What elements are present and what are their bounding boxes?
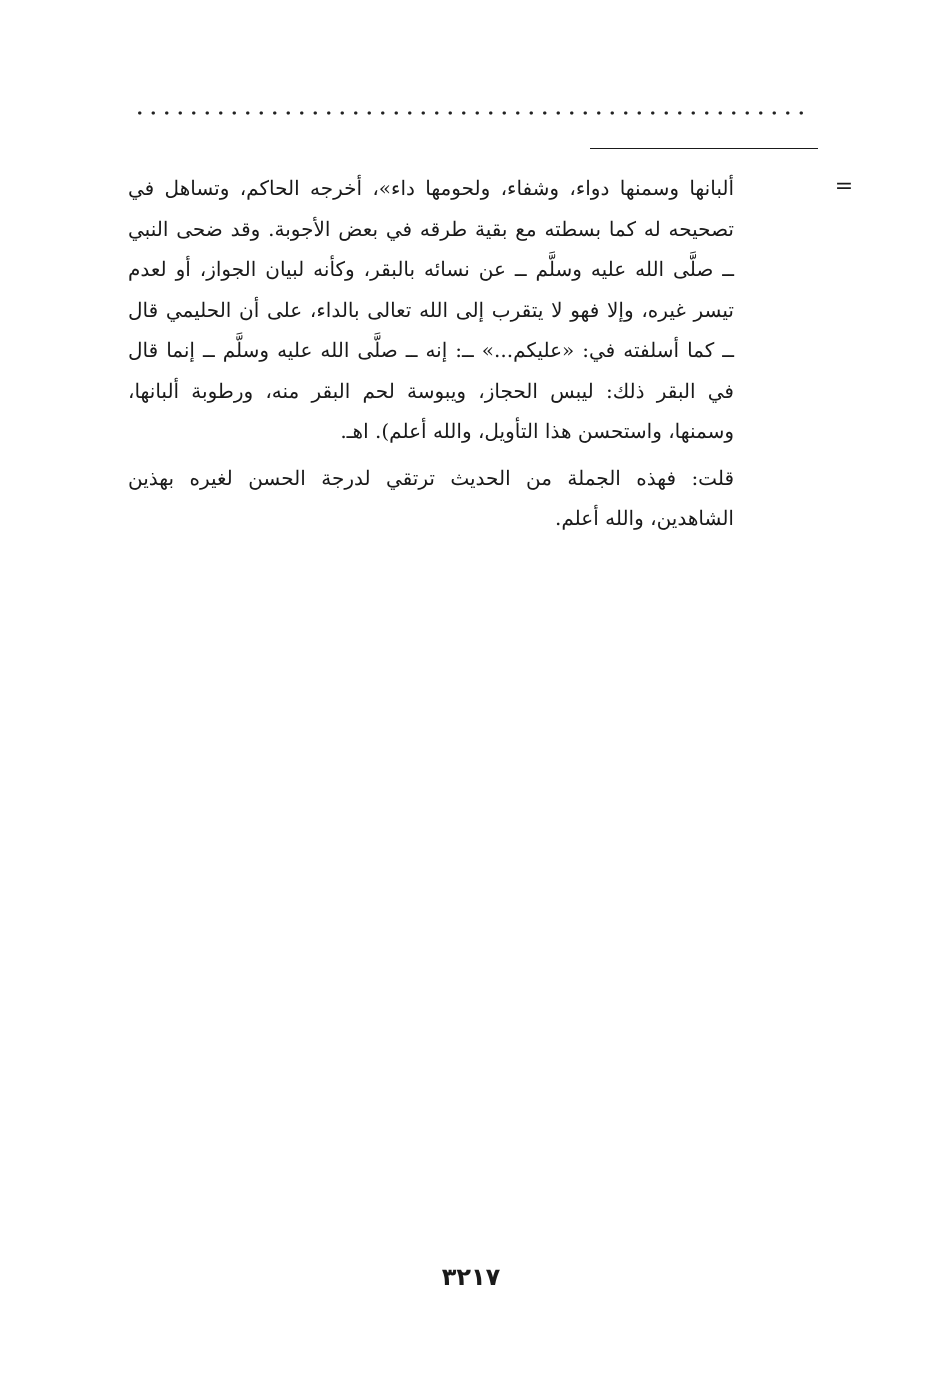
footnote-paragraph-1: ألبانها وسمنها دواء، وشفاء، ولحومها داء»، أخرجه الحاكم، وتساهل في تصحيحه له كما بسطته مع بقية طرقه في بعض الأجوبة. وقد ضحى النبي ــ صلَّى الله عليه وسلَّم ــ عن نسائه بالبقر، وكأنه لبيان الجواز، أو لعدم تيسر غيره، وإلا فهو لا يتقرب إلى الله تعالى بالداء، على أن الحليمي قال ــ كما أسلفته في: «عليكم...» ــ: إنه ــ صلَّى الله عليه وسلَّم ــ إنما قال في البقر ذلك: ليبس الحجاز، ويبوسة لحم البقر منه، ورطوبة ألبانها، وسمنها، واستحسن هذا التأويل، والله أعلم). اهـ. [128, 176, 734, 443]
dotted-separator [133, 108, 813, 118]
page-number: ٣٢١٧ [441, 1263, 501, 1291]
footnote-block [128, 168, 734, 539]
footnote-rule [590, 148, 818, 149]
footnote-paragraph-2: قلت: فهذه الجملة من الحديث ترتقي لدرجة الحسن لغيره بهذين الشاهدين، والله أعلم. [128, 465, 734, 530]
continuation-mark: = [834, 174, 854, 199]
